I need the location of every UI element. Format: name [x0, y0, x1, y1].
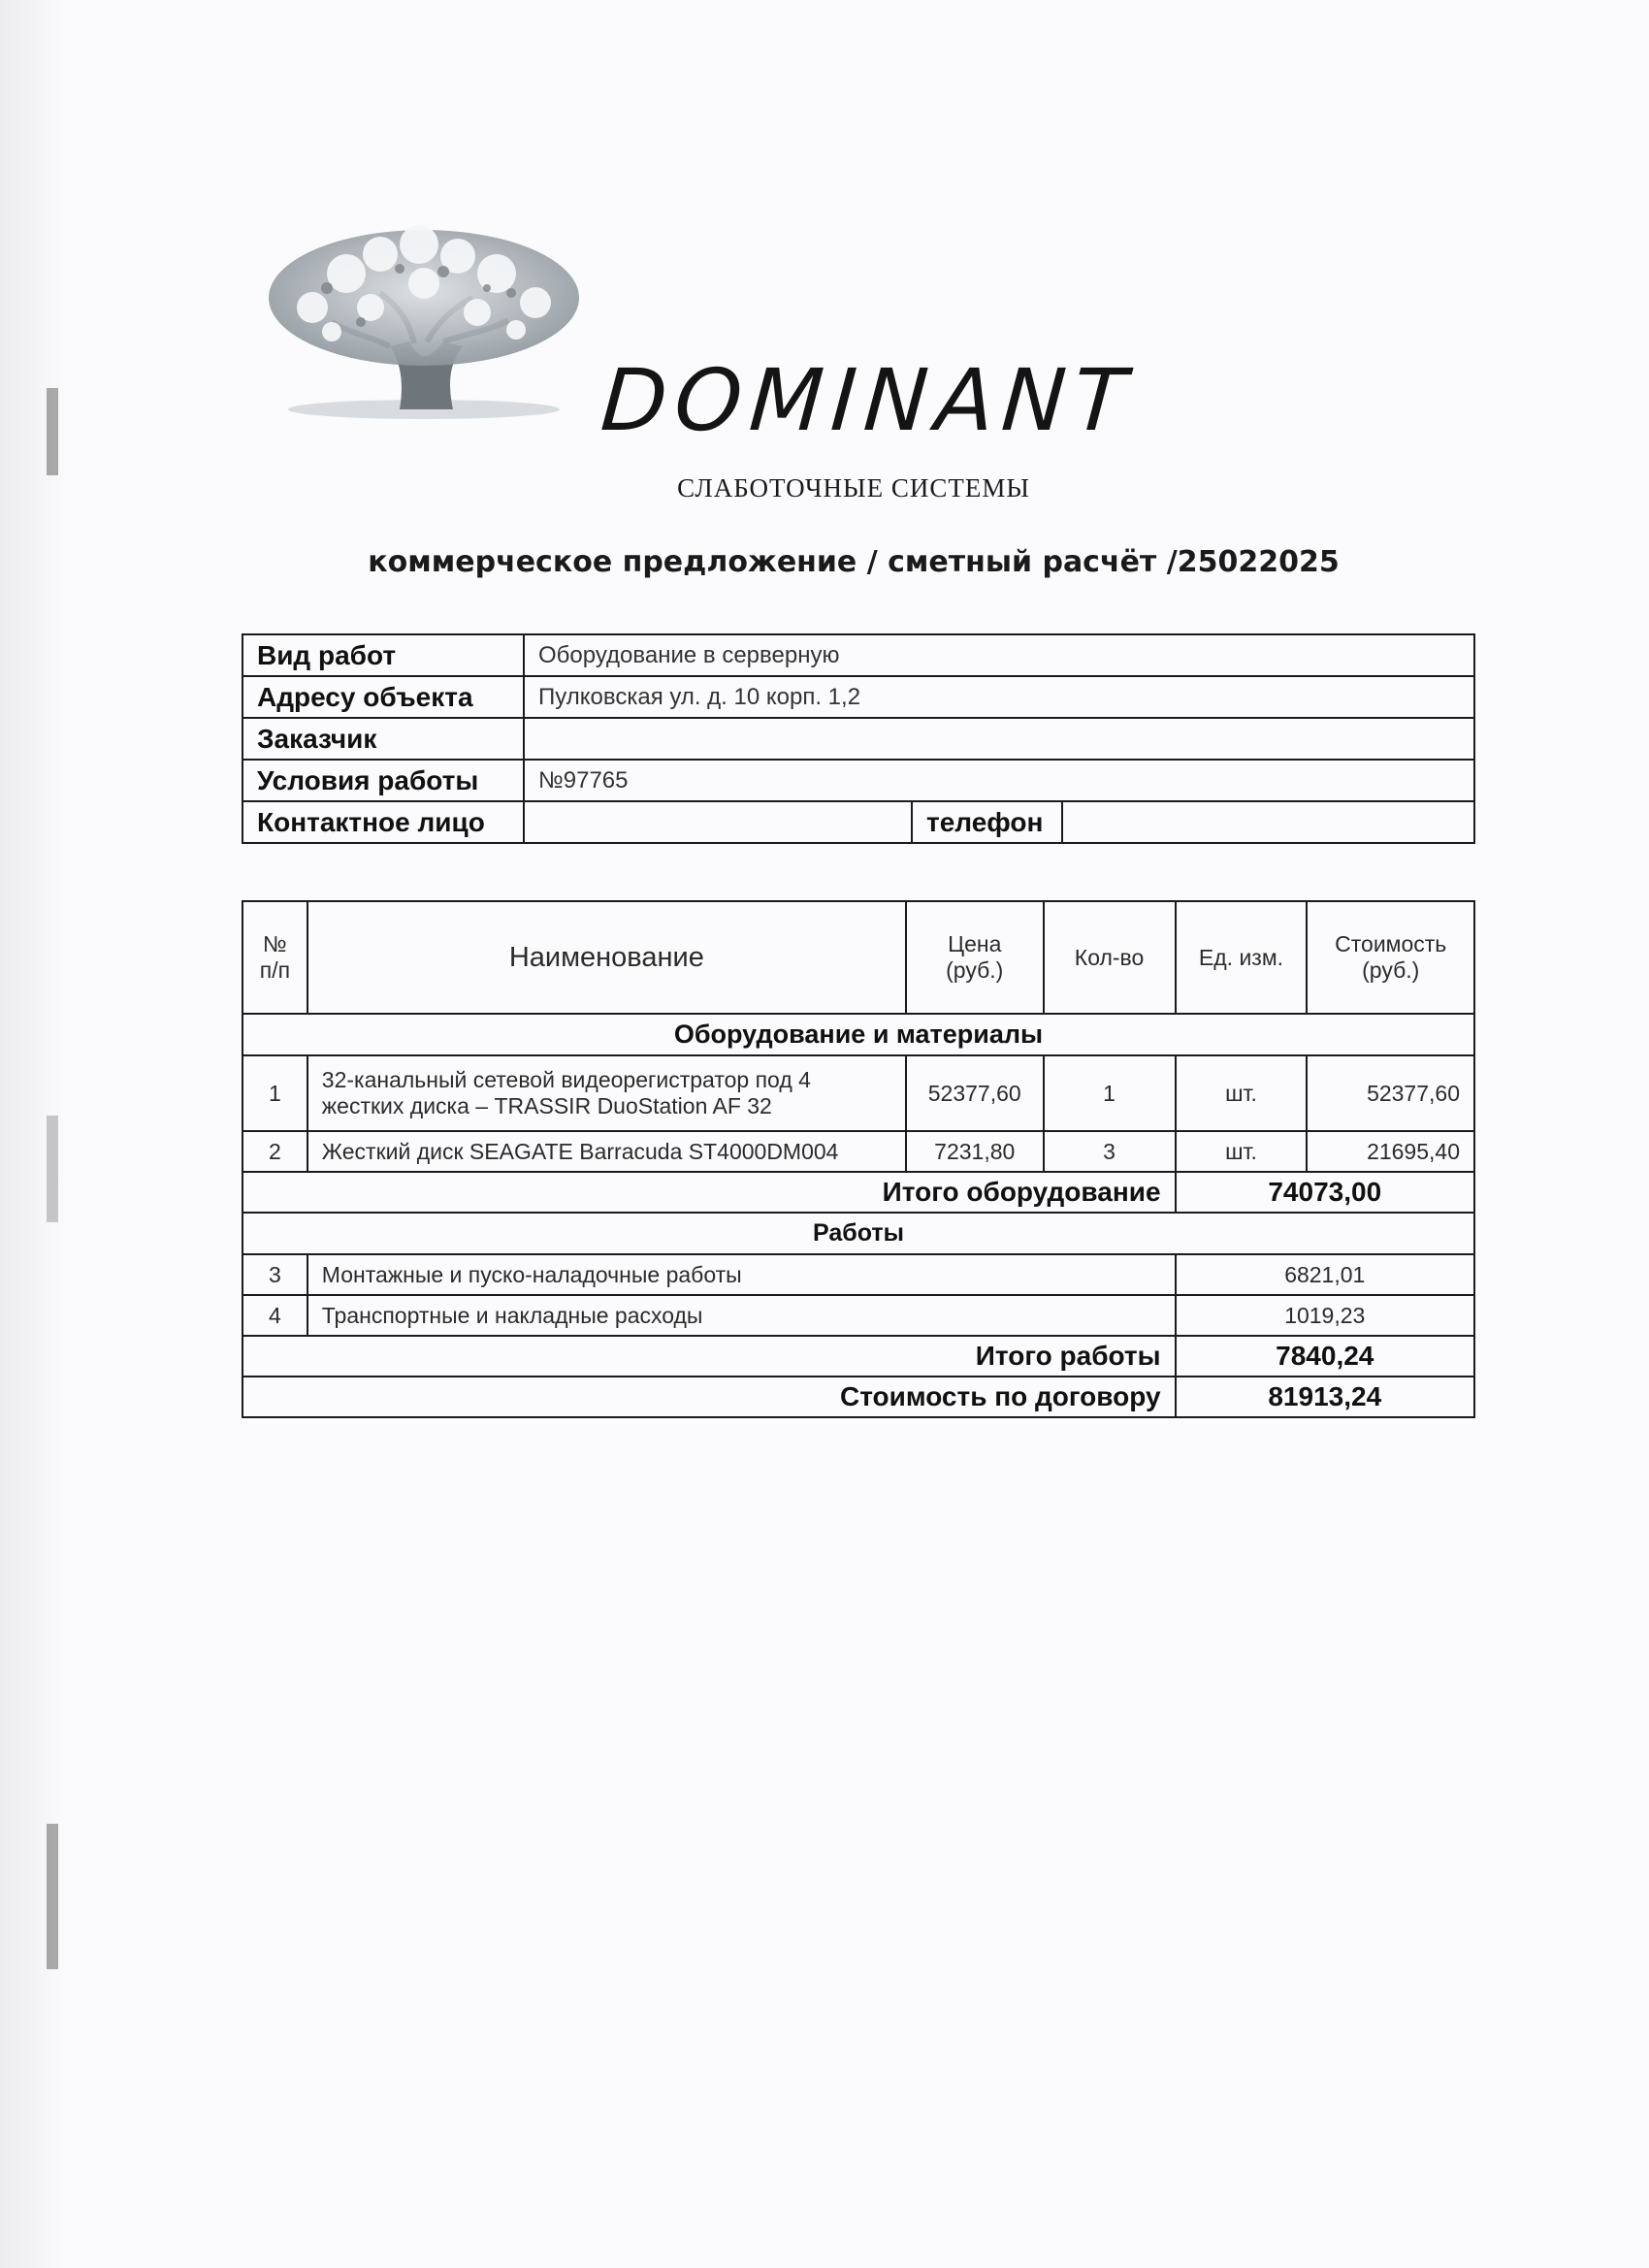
- work-type-label: Вид работ: [242, 634, 524, 676]
- phone-value: [1062, 801, 1474, 843]
- equipment-section-row: [242, 1014, 1474, 1055]
- row-name: Монтажные и пуско-наладочные работы: [307, 1254, 1176, 1295]
- works-total-label: Итого работы: [242, 1336, 1176, 1377]
- info-row-conditions: [242, 760, 1474, 801]
- row-cost: 1019,23: [1176, 1295, 1474, 1336]
- table-row: [242, 1254, 1474, 1295]
- brand-name: DOMINANT: [598, 350, 1138, 450]
- phone-label: телефон: [912, 801, 1062, 843]
- equipment-total-label: Итого оборудование: [242, 1172, 1176, 1213]
- conditions-label: Условия работы: [242, 760, 524, 801]
- scan-edge-mark: [47, 1824, 58, 1969]
- header-name: Наименование: [307, 901, 906, 1014]
- conditions-value: №97765: [524, 760, 1474, 801]
- works-total-value: 7840,24: [1176, 1336, 1474, 1377]
- row-num: 2: [242, 1131, 307, 1172]
- works-section-row: [242, 1213, 1474, 1254]
- table-row: [242, 1295, 1474, 1336]
- brand-tagline: СЛАБОТОЧНЫЕ СИСТЕМЫ: [677, 473, 1030, 502]
- header-price: Цена (руб.): [906, 901, 1044, 1014]
- tree-logo-icon: [254, 215, 589, 424]
- contract-total-row: [242, 1377, 1474, 1417]
- customer-label: Заказчик: [242, 718, 524, 760]
- estimate-table: [242, 900, 1475, 1418]
- scan-edge-mark: [47, 388, 58, 475]
- row-name: Транспортные и накладные расходы: [307, 1295, 1176, 1336]
- info-row-work-type: [242, 634, 1474, 676]
- row-price: 52377,60: [906, 1055, 1044, 1131]
- header-cost: Стоимость (руб.): [1307, 901, 1474, 1014]
- row-num: 1: [242, 1055, 307, 1131]
- info-row-contact: [242, 801, 1474, 843]
- equipment-section-title: Оборудование и материалы: [242, 1014, 1474, 1055]
- header-unit: Ед. изм.: [1176, 901, 1308, 1014]
- row-price: 7231,80: [906, 1131, 1044, 1172]
- equipment-total-value: 74073,00: [1176, 1172, 1474, 1213]
- table-row: [242, 1055, 1474, 1131]
- info-row-address: [242, 676, 1474, 718]
- header-num: № п/п: [242, 901, 307, 1014]
- row-num: 4: [242, 1295, 307, 1336]
- works-section-title: Работы: [242, 1213, 1474, 1254]
- row-name: 32-канальный сетевой видеорегистратор под 4 жестких диска – TRASSIR DuoStation AF 32: [307, 1055, 906, 1131]
- works-total-row: [242, 1336, 1474, 1377]
- row-qty: 3: [1044, 1131, 1176, 1172]
- scan-edge-mark: [47, 1116, 58, 1222]
- info-table: [242, 633, 1475, 844]
- row-name: Жесткий диск SEAGATE Barracuda ST4000DM004: [307, 1131, 906, 1172]
- address-value: Пулковская ул. д. 10 корп. 1,2: [524, 676, 1474, 718]
- header-qty: Кол-во: [1044, 901, 1176, 1014]
- row-qty: 1: [1044, 1055, 1176, 1131]
- work-type-value: Оборудование в серверную: [524, 634, 1474, 676]
- row-cost: 21695,40: [1307, 1131, 1474, 1172]
- contact-value: [524, 801, 912, 843]
- row-unit: шт.: [1176, 1131, 1308, 1172]
- estimate-header-row: [242, 901, 1474, 1014]
- address-label: Адресу объекта: [242, 676, 524, 718]
- row-num: 3: [242, 1254, 307, 1295]
- info-row-customer: [242, 718, 1474, 760]
- contact-label: Контактное лицо: [242, 801, 524, 843]
- row-cost: 6821,01: [1176, 1254, 1474, 1295]
- row-unit: шт.: [1176, 1055, 1308, 1131]
- contract-total-value: 81913,24: [1176, 1377, 1474, 1417]
- document-title: коммерческое предложение / сметный расчёт /25022025: [368, 545, 1340, 579]
- customer-value: [524, 718, 1474, 760]
- table-row: [242, 1131, 1474, 1172]
- equipment-total-row: [242, 1172, 1474, 1213]
- row-cost: 52377,60: [1307, 1055, 1474, 1131]
- contract-total-label: Стоимость по договору: [242, 1377, 1176, 1417]
